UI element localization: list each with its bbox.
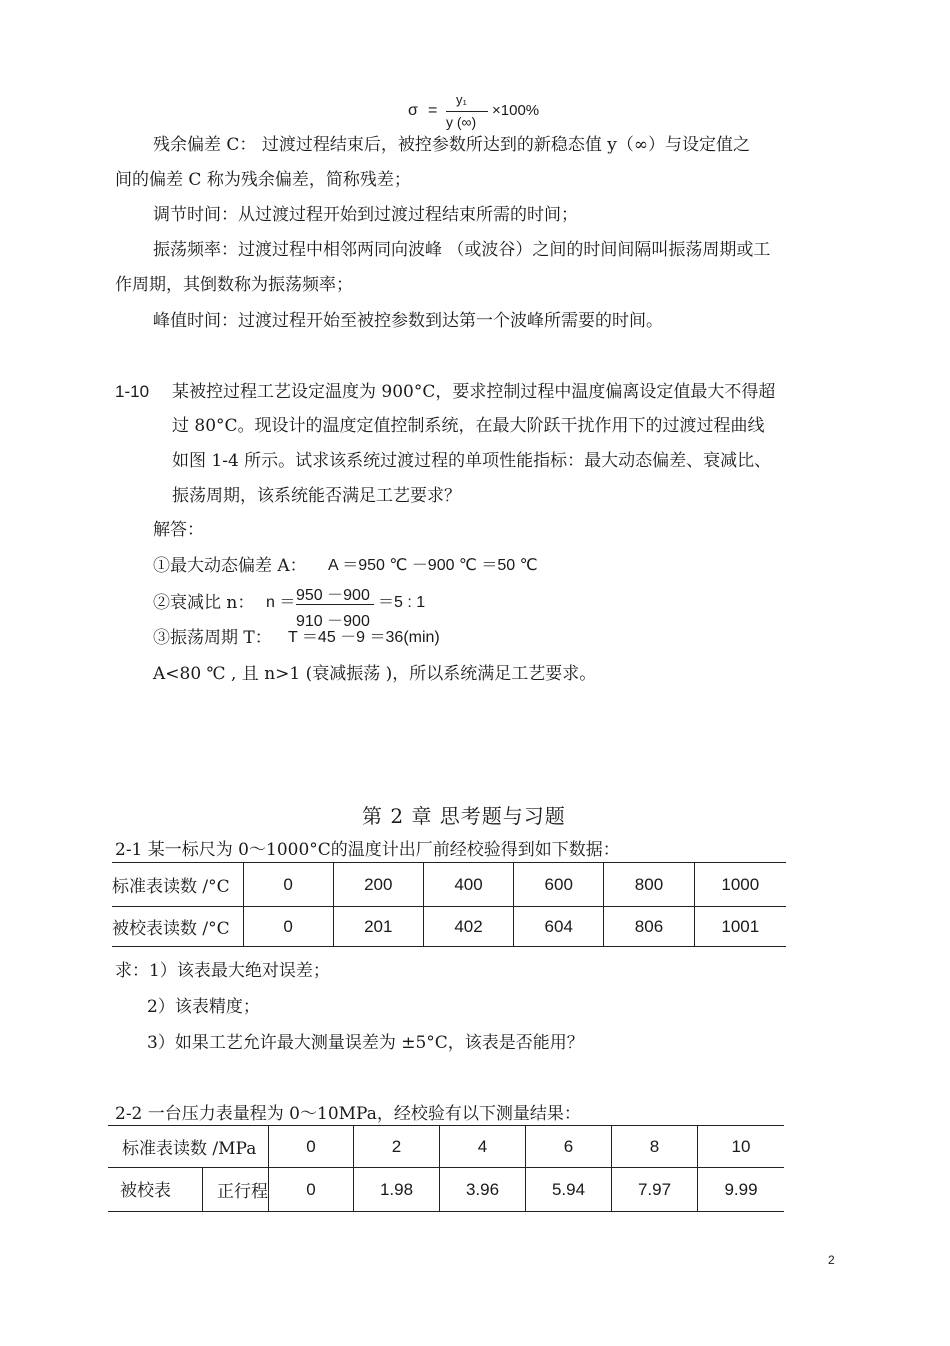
- table-cell: 400: [423, 863, 513, 907]
- answer-2-label: ②衰减比 n：: [153, 593, 255, 613]
- fraction-bar: [446, 111, 488, 112]
- table-cell: 6: [526, 1126, 612, 1168]
- answer-1-formula: A ＝950 ℃ －900 ℃ ＝50 ℃: [328, 557, 538, 574]
- problem-1-10-line4: 振荡周期，该系统能否满足工艺要求？: [172, 486, 461, 506]
- def-frequency-line1: 振荡频率：过渡过程中相邻两同向波峰 （或波谷）之间的时间间隔叫振荡周期或工: [153, 240, 771, 260]
- problem-1-10-number: 1-10: [115, 382, 150, 401]
- table-row: [108, 1168, 784, 1212]
- sigma-symbol: σ: [408, 102, 418, 119]
- question-3: 3）如果工艺允许最大测量误差为 ±5°C，该表是否能用？: [147, 1033, 584, 1053]
- answer-1-label: ①最大动态偏差 A：: [153, 556, 307, 576]
- problem-2-2-text: 2-2 一台压力表量程为 0～10MPa，经校验有以下测量结果：: [115, 1104, 581, 1124]
- table-cell: 604: [514, 907, 604, 947]
- row-label-standard: 标准表读数 /°C: [112, 877, 230, 897]
- question-2: 2）该表精度；: [147, 997, 260, 1017]
- table-cell: 800: [604, 863, 694, 907]
- header-label: 标准表读数 /MPa: [122, 1139, 257, 1159]
- answer-3-formula: T ＝45 －9 ＝36(min): [288, 629, 440, 646]
- table-cell: 1000: [694, 863, 786, 907]
- def-residual-line2: 间的偏差 C 称为残余偏差，简称残差；: [115, 170, 411, 190]
- table-cell: 0: [269, 1168, 354, 1212]
- table-cell: 806: [604, 907, 694, 947]
- sigma-numerator: y₁: [456, 92, 467, 107]
- table-cell: 1.98: [354, 1168, 440, 1212]
- sigma-denominator: y (∞): [446, 114, 477, 130]
- calibration-table-2-1: [112, 862, 786, 947]
- question-1: 求：1）该表最大绝对误差；: [115, 961, 330, 981]
- table-cell: 10: [698, 1126, 785, 1168]
- answer-3-label: ③振荡周期 T：: [153, 628, 272, 648]
- problem-1-10-line3: 如图 1-4 所示。试求该系统过渡过程的单项性能指标：最大动态偏差、衰减比、: [172, 451, 772, 471]
- decay-ratio-fraction: [296, 582, 374, 628]
- sigma-eq: =: [428, 102, 438, 119]
- row-label-tested: 被校表读数 /°C: [112, 919, 230, 939]
- table-row: [112, 907, 786, 947]
- table-cell: 600: [514, 863, 604, 907]
- chapter-title: 第 2 章 思考题与习题: [362, 804, 566, 828]
- table-cell: 200: [333, 863, 423, 907]
- answer-label: 解答：: [153, 520, 204, 540]
- table-cell: 9.99: [698, 1168, 785, 1212]
- table-cell: 5.94: [526, 1168, 612, 1212]
- pressure-gauge-table-2-2: [108, 1125, 784, 1212]
- problem-1-10-line1: 某被控过程工艺设定温度为 900°C，要求控制过程中温度偏离设定值最大不得超: [172, 382, 776, 402]
- def-peak-time: 峰值时间：过渡过程开始至被控参数到达第一个波峰所需要的时间。: [153, 311, 663, 331]
- table-cell: 402: [423, 907, 513, 947]
- problem-2-1-text: 2-1 某一标尺为 0～1000°C的温度计出厂前经校验得到如下数据：: [115, 840, 620, 860]
- answer-2-n: n ＝: [266, 594, 296, 611]
- table-cell: 8: [612, 1126, 698, 1168]
- answer-2-result: ＝5 : 1: [378, 594, 426, 611]
- sigma-fraction: [446, 92, 488, 136]
- sigma-formula: [408, 92, 558, 136]
- table-cell: 3.96: [440, 1168, 526, 1212]
- def-frequency-line2: 作周期，其倒数称为振荡频率；: [115, 275, 353, 295]
- table-cell: 0: [243, 863, 333, 907]
- table-cell: 2: [354, 1126, 440, 1168]
- sigma-times: ×100%: [492, 102, 540, 119]
- row-label-forward: 正行程: [203, 1168, 269, 1212]
- conclusion: A<80 ℃ , 且 n>1 (衰减振荡 )，所以系统满足工艺要求。: [153, 664, 597, 684]
- page-number: 2: [828, 1253, 835, 1267]
- def-residual-line1: 残余偏差 C： 过渡过程结束后，被控参数所达到的新稳态值 y（∞）与设定值之: [153, 135, 750, 155]
- table-row: [112, 863, 786, 907]
- table-cell: 0: [269, 1126, 354, 1168]
- problem-1-10-line2: 过 80°C。现设计的温度定值控制系统，在最大阶跃干扰作用下的过渡过程曲线: [172, 416, 765, 436]
- decay-denominator: 910 －900: [296, 613, 370, 630]
- table-cell: 1001: [694, 907, 786, 947]
- def-settling-time: 调节时间：从过渡过程开始到过渡过程结束所需的时间；: [153, 205, 578, 225]
- table-cell: 7.97: [612, 1168, 698, 1212]
- decay-numerator: 950 －900: [296, 587, 370, 604]
- table-cell: 0: [243, 907, 333, 947]
- table-row: [108, 1126, 784, 1168]
- row-group-tested: 被校表: [120, 1181, 171, 1201]
- fraction-bar: [296, 604, 374, 605]
- table-cell: 4: [440, 1126, 526, 1168]
- table-cell: 201: [333, 907, 423, 947]
